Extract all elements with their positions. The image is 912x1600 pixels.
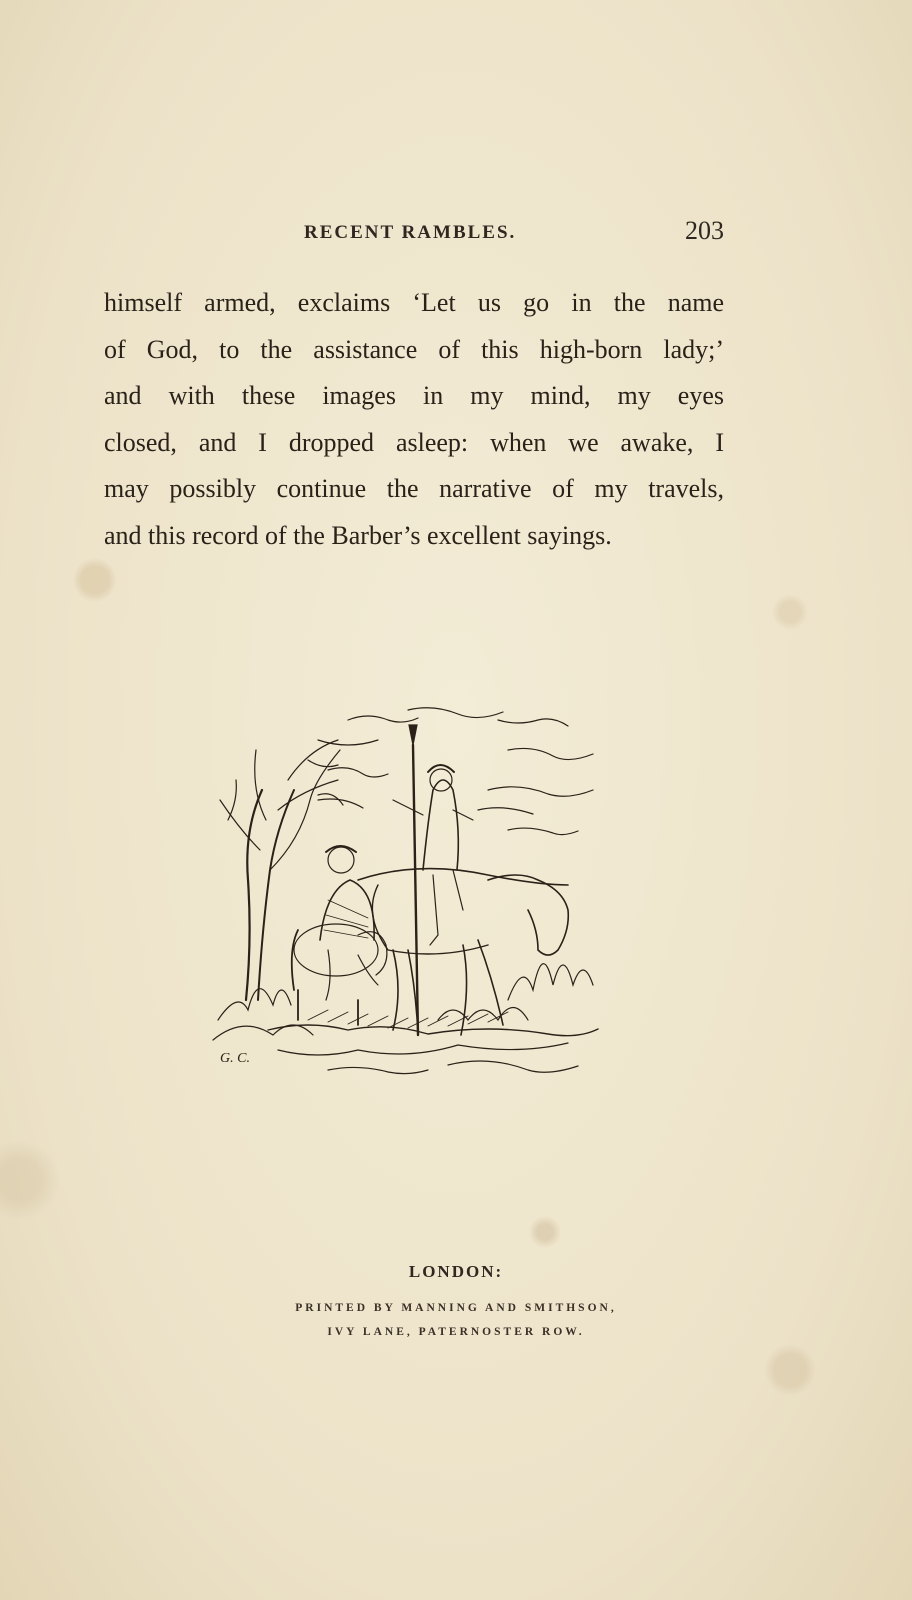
page-number: 203	[685, 216, 724, 245]
text-line: may possibly continue the narrative of my travels,	[104, 474, 724, 503]
text-line: closed, and I dropped asleep: when we awake, I	[104, 427, 724, 457]
text-line: and with these images in my mind, my eyes	[104, 381, 724, 410]
engraving-illustration	[208, 700, 628, 1100]
printer-imprint	[0, 1262, 912, 1344]
illustration-signature: G. C.	[220, 1051, 250, 1066]
imprint-address: IVY LANE, PATERNOSTER ROW.	[327, 1326, 585, 1338]
text-line: himself armed, exclaims ‘Let us go in the name	[104, 288, 724, 317]
text-line: of God, to the assistance of this high-born lady;’	[104, 334, 724, 364]
imprint-printer: PRINTED BY MANNING AND SMITHSON,	[295, 1302, 617, 1314]
knight-and-squire-engraving	[208, 700, 628, 1100]
text-line: and this record of the Barber’s excellent sayings.	[104, 520, 612, 550]
running-title: RECENT RAMBLES.	[304, 222, 517, 243]
running-head	[104, 216, 724, 252]
body-paragraph	[104, 280, 724, 559]
imprint-city: LONDON:	[408, 1262, 504, 1281]
